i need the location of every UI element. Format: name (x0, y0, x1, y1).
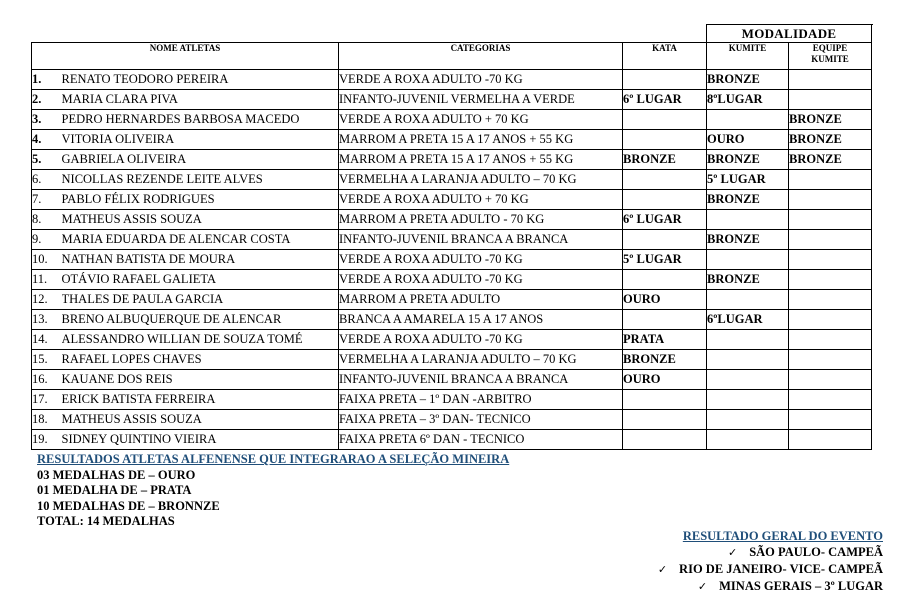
kata-result (623, 170, 707, 190)
athlete-name: MARIA EDUARDA DE ALENCAR COSTA (62, 230, 339, 250)
kumite-result: 6ºLUGAR (707, 310, 789, 330)
summary-title: RESULTADOS ATLETAS ALFENENSE QUE INTEGRARAO A SELEÇÃO MINEIRA (37, 452, 510, 466)
col-kumite-header: KUMITE (707, 43, 789, 70)
kata-result: OURO (623, 370, 707, 390)
equipe-kumite-result (789, 290, 872, 310)
row-number: 12. (32, 290, 62, 310)
row-number: 5. (32, 150, 62, 170)
athlete-name: GABRIELA OLIVEIRA (62, 150, 339, 170)
general-third-text: MINAS GERAIS – 3º LUGAR (719, 579, 883, 593)
athlete-name: ERICK BATISTA FERREIRA (62, 390, 339, 410)
row-number: 16. (32, 370, 62, 390)
kumite-result (707, 430, 789, 450)
table-row (32, 270, 872, 290)
athlete-name: THALES DE PAULA GARCIA (62, 290, 339, 310)
row-number: 14. (32, 330, 62, 350)
row-number: 11. (32, 270, 62, 290)
category: BRANCA A AMARELA 15 A 17 ANOS (339, 310, 623, 330)
category: INFANTO-JUVENIL VERMELHA A VERDE (339, 90, 623, 110)
category: INFANTO-JUVENIL BRANCA A BRANCA (339, 230, 623, 250)
kata-result (623, 110, 707, 130)
category: MARROM A PRETA 15 A 17 ANOS + 55 KG (339, 130, 623, 150)
category: MARROM A PRETA ADULTO - 70 KG (339, 210, 623, 230)
category: VERDE A ROXA ADULTO + 70 KG (339, 190, 623, 210)
equipe-kumite-result (789, 430, 872, 450)
col-equipe-kumite-header (789, 43, 872, 70)
equipe-kumite-result: BRONZE (789, 110, 872, 130)
kata-result (623, 310, 707, 330)
table-row (32, 110, 872, 130)
kata-result: PRATA (623, 330, 707, 350)
row-number: 2. (32, 90, 62, 110)
kata-result (623, 430, 707, 450)
col-nome-header: NOME ATLETAS (32, 43, 339, 70)
col-equipe-line1: EQUIPE (812, 43, 848, 53)
kata-result (623, 410, 707, 430)
category: MARROM A PRETA ADULTO (339, 290, 623, 310)
equipe-kumite-result: BRONZE (789, 150, 872, 170)
row-number: 18. (32, 410, 62, 430)
row-number: 9. (32, 230, 62, 250)
general-first (658, 544, 883, 561)
athlete-name: BRENO ALBUQUERQUE DE ALENCAR (62, 310, 339, 330)
equipe-kumite-result (789, 330, 872, 350)
equipe-kumite-result (789, 370, 872, 390)
athlete-name: MATHEUS ASSIS SOUZA (62, 410, 339, 430)
kumite-result (707, 330, 789, 350)
table-row (32, 90, 872, 110)
equipe-kumite-result (789, 350, 872, 370)
results-body (32, 70, 872, 450)
category: INFANTO-JUVENIL BRANCA A BRANCA (339, 370, 623, 390)
row-number: 1. (32, 70, 62, 90)
check-icon: ✓ (697, 580, 708, 593)
kumite-result (707, 210, 789, 230)
kata-result: BRONZE (623, 350, 707, 370)
row-number: 19. (32, 430, 62, 450)
table-row (32, 330, 872, 350)
athlete-name: RENATO TEODORO PEREIRA (62, 70, 339, 90)
category: VERDE A ROXA ADULTO -70 KG (339, 250, 623, 270)
general-second (658, 561, 883, 578)
table-row (32, 290, 872, 310)
category: VERDE A ROXA ADULTO -70 KG (339, 270, 623, 290)
row-number: 6. (32, 170, 62, 190)
category: FAIXA PRETA 6º DAN - TECNICO (339, 430, 623, 450)
kata-result: 6º LUGAR (623, 210, 707, 230)
kumite-result: BRONZE (707, 190, 789, 210)
equipe-kumite-result (789, 70, 872, 90)
table-row (32, 210, 872, 230)
kata-result: 5º LUGAR (623, 250, 707, 270)
equipe-kumite-result (789, 270, 872, 290)
summary-gold: 03 MEDALHAS DE – OURO (37, 467, 196, 482)
equipe-kumite-result (789, 250, 872, 270)
table-row (32, 190, 872, 210)
category: VERMELHA A LARANJA ADULTO – 70 KG (339, 350, 623, 370)
kumite-result: 5º LUGAR (707, 170, 789, 190)
table-row (32, 370, 872, 390)
kumite-result: BRONZE (707, 70, 789, 90)
kata-result (623, 230, 707, 250)
results-table (31, 24, 872, 450)
row-number: 13. (32, 310, 62, 330)
table-row (32, 70, 872, 90)
table-row (32, 130, 872, 150)
row-number: 3. (32, 110, 62, 130)
equipe-kumite-result (789, 390, 872, 410)
athlete-name: MARIA CLARA PIVA (62, 90, 339, 110)
row-number: 10. (32, 250, 62, 270)
kumite-result (707, 410, 789, 430)
athlete-name: KAUANE DOS REIS (62, 370, 339, 390)
kumite-result (707, 370, 789, 390)
athlete-name: PEDRO HERNARDES BARBOSA MACEDO (62, 110, 339, 130)
general-title: RESULTADO GERAL DO EVENTO (682, 529, 883, 543)
equipe-kumite-result (789, 90, 872, 110)
equipe-kumite-result (789, 230, 872, 250)
table-row (32, 170, 872, 190)
category: VERDE A ROXA ADULTO -70 KG (339, 70, 623, 90)
kata-result: BRONZE (623, 150, 707, 170)
category: FAIXA PRETA – 1º DAN -ARBITRO (339, 390, 623, 410)
athlete-name: VITORIA OLIVEIRA (62, 130, 339, 150)
table-row (32, 310, 872, 330)
category: VERDE A ROXA ADULTO + 70 KG (339, 110, 623, 130)
table-row (32, 150, 872, 170)
category: MARROM A PRETA 15 A 17 ANOS + 55 KG (339, 150, 623, 170)
row-number: 4. (32, 130, 62, 150)
equipe-kumite-result: BRONZE (789, 130, 872, 150)
kata-result: 6º LUGAR (623, 90, 707, 110)
athlete-name: NICOLLAS REZENDE LEITE ALVES (62, 170, 339, 190)
athlete-name: SIDNEY QUINTINO VIEIRA (62, 430, 339, 450)
row-number: 8. (32, 210, 62, 230)
col-kata-header: KATA (623, 43, 707, 70)
summary-silver: 01 MEDALHA DE – PRATA (37, 483, 192, 497)
col-equipe-line2: KUMITE (811, 54, 849, 64)
athlete-name: MATHEUS ASSIS SOUZA (62, 210, 339, 230)
athlete-name: PABLO FÉLIX RODRIGUES (62, 190, 339, 210)
medal-summary (37, 452, 509, 530)
kumite-result: BRONZE (707, 150, 789, 170)
category: VERMELHA A LARANJA ADULTO – 70 KG (339, 170, 623, 190)
general-results (658, 528, 883, 595)
check-icon: ✓ (727, 546, 738, 559)
kumite-result: 8ºLUGAR (707, 90, 789, 110)
kata-result (623, 70, 707, 90)
kata-result (623, 190, 707, 210)
kumite-result: OURO (707, 130, 789, 150)
table-row (32, 350, 872, 370)
kumite-result: BRONZE (707, 270, 789, 290)
modalidade-header: MODALIDADE (707, 25, 872, 43)
kata-result (623, 270, 707, 290)
kumite-result (707, 350, 789, 370)
row-number: 17. (32, 390, 62, 410)
kata-result: OURO (623, 290, 707, 310)
kumite-result (707, 390, 789, 410)
table-row (32, 230, 872, 250)
summary-bronze: 10 MEDALHAS DE – BRONNZE (37, 498, 220, 513)
kumite-result (707, 250, 789, 270)
check-icon: ✓ (657, 563, 668, 576)
category: VERDE A ROXA ADULTO -70 KG (339, 330, 623, 350)
kata-result (623, 130, 707, 150)
equipe-kumite-result (789, 410, 872, 430)
table-row (32, 250, 872, 270)
kumite-result (707, 110, 789, 130)
equipe-kumite-result (789, 170, 872, 190)
general-second-text: RIO DE JANEIRO- VICE- CAMPEÃ (679, 562, 883, 576)
equipe-kumite-result (789, 210, 872, 230)
athlete-name: OTÁVIO RAFAEL GALIETA (62, 270, 339, 290)
row-number: 15. (32, 350, 62, 370)
general-first-text: SÃO PAULO- CAMPEÃ (749, 545, 883, 559)
kata-result (623, 390, 707, 410)
equipe-kumite-result (789, 310, 872, 330)
equipe-kumite-result (789, 190, 872, 210)
kumite-result: BRONZE (707, 230, 789, 250)
category: FAIXA PRETA – 3º DAN- TECNICO (339, 410, 623, 430)
row-number: 7. (32, 190, 62, 210)
table-row (32, 390, 872, 410)
table-row (32, 410, 872, 430)
summary-total: TOTAL: 14 MEDALHAS (37, 514, 175, 528)
col-categorias-header: CATEGORIAS (339, 43, 623, 70)
kumite-result (707, 290, 789, 310)
athlete-name: NATHAN BATISTA DE MOURA (62, 250, 339, 270)
athlete-name: ALESSANDRO WILLIAN DE SOUZA TOMÉ (62, 330, 339, 350)
athlete-name: RAFAEL LOPES CHAVES (62, 350, 339, 370)
general-third (658, 578, 883, 595)
table-row (32, 430, 872, 450)
